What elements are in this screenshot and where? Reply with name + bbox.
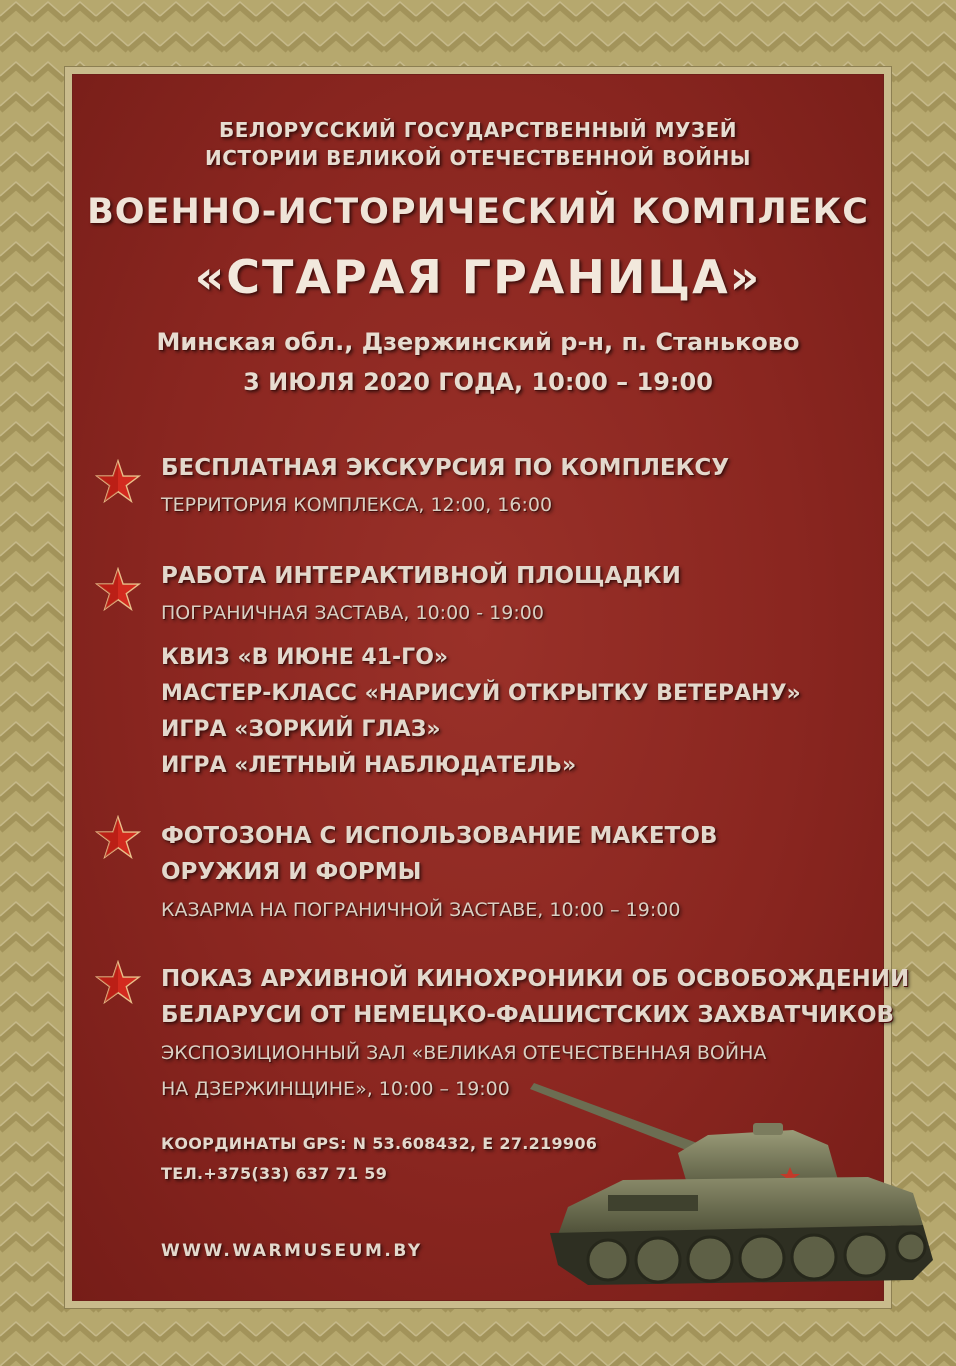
activity-item: ИГРА «ЗОРКИЙ ГЛАЗ» — [161, 717, 441, 742]
museum-name-line1: БЕЛОРУССКИЙ ГОСУДАРСТВЕННЫЙ МУЗЕЙ — [218, 118, 738, 142]
red-star-icon — [95, 960, 141, 1006]
website-link[interactable]: WWW.WARMUSEUM.BY — [161, 1241, 423, 1261]
gps-coordinates: КООРДИНАТЫ GPS: N 53.608432, E 27.219906 — [161, 1134, 598, 1153]
event-2-location: ПОГРАНИЧНАЯ ЗАСТАВА, 10:00 - 19:00 — [161, 602, 544, 624]
event-4-location-line1: ЭКСПОЗИЦИОННЫЙ ЗАЛ «ВЕЛИКАЯ ОТЕЧЕСТВЕННАЯ ВОЙНА — [161, 1042, 767, 1064]
event-place: Минская обл., Дзержинский р-н, п. Станьково — [156, 328, 800, 356]
activity-item: КВИЗ «В ИЮНЕ 41-ГО» — [161, 645, 449, 670]
red-star-icon — [95, 459, 141, 505]
event-1-title: БЕСПЛАТНАЯ ЭКСКУРСИЯ ПО КОМПЛЕКСУ — [161, 455, 730, 481]
red-star-icon — [95, 815, 141, 861]
event-date: 3 ИЮЛЯ 2020 ГОДА, 10:00 – 19:00 — [243, 368, 713, 396]
event-4-title-line2: БЕЛАРУСИ ОТ НЕМЕЦКО-ФАШИСТСКИХ ЗАХВАТЧИКОВ — [161, 1002, 895, 1028]
event-4-title-line1: ПОКАЗ АРХИВНОЙ КИНОХРОНИКИ ОБ ОСВОБОЖДЕНИИ — [161, 966, 910, 992]
event-3-title-line1: ФОТОЗОНА С ИСПОЛЬЗОВАНИЕ МАКЕТОВ — [161, 823, 718, 849]
event-2-title: РАБОТА ИНТЕРАКТИВНОЙ ПЛОЩАДКИ — [161, 563, 681, 589]
event-4-location-line2: НА ДЗЕРЖИНЩИНЕ», 10:00 – 19:00 — [161, 1078, 510, 1100]
complex-title: ВОЕННО-ИСТОРИЧЕСКИЙ КОМПЛЕКС — [87, 192, 869, 232]
tank-illustration — [528, 1075, 938, 1290]
activity-item: МАСТЕР-КЛАСС «НАРИСУЙ ОТКРЫТКУ ВЕТЕРАНУ» — [161, 681, 801, 706]
red-star-icon — [95, 567, 141, 613]
event-3-title-line2: ОРУЖИЯ И ФОРМЫ — [161, 859, 422, 885]
event-3-location: КАЗАРМА НА ПОГРАНИЧНОЙ ЗАСТАВЕ, 10:00 – 19:00 — [161, 899, 681, 921]
museum-name-line2: ИСТОРИИ ВЕЛИКОЙ ОТЕЧЕСТВЕННОЙ ВОЙНЫ — [205, 146, 751, 170]
event-1-location: ТЕРРИТОРИЯ КОМПЛЕКСА, 12:00, 16:00 — [161, 494, 553, 516]
phone-number: ТЕЛ.+375(33) 637 71 59 — [161, 1164, 388, 1183]
complex-name: «СТАРАЯ ГРАНИЦА» — [194, 250, 762, 304]
activity-item: ИГРА «ЛЕТНЫЙ НАБЛЮДАТЕЛЬ» — [161, 753, 577, 778]
